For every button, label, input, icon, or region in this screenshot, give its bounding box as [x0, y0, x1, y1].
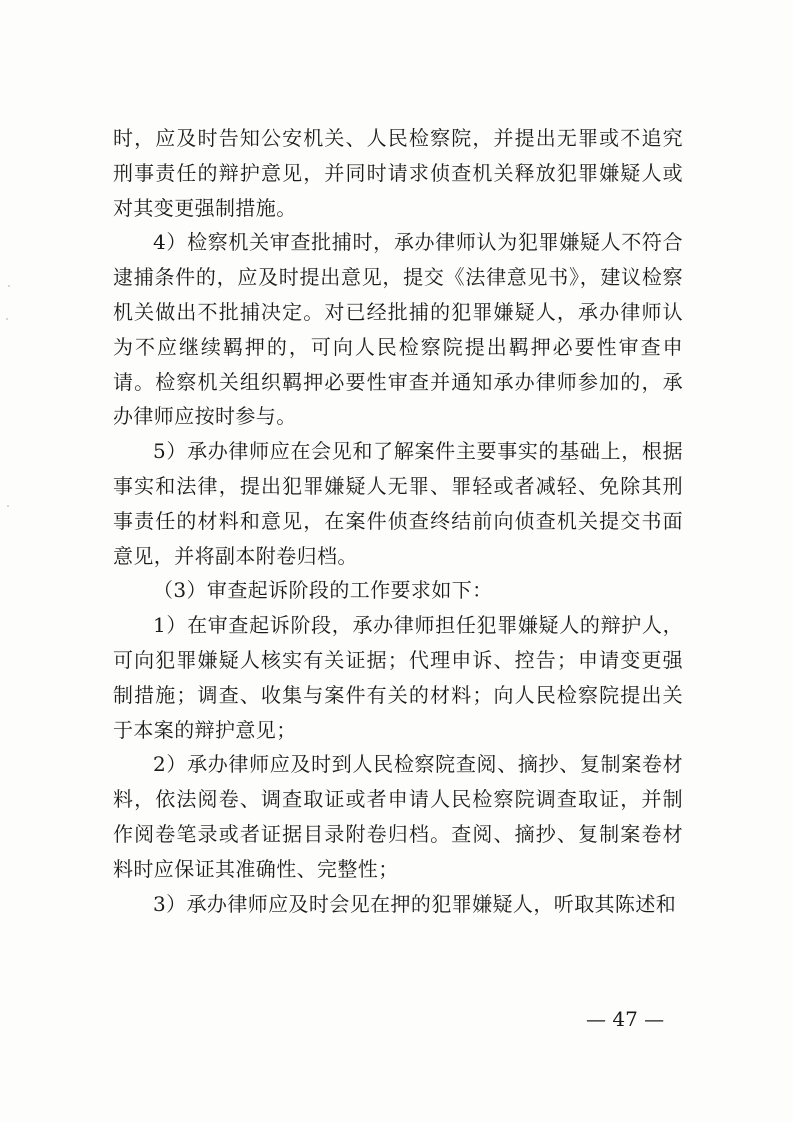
paragraph-item-3: 3）承办律师应及时会见在押的犯罪嫌疑人，听取其陈述和 [153, 891, 677, 916]
paragraph-item-2: 2）承办律师应及时到人民检察院查阅、摘抄、复制案卷材料，依法阅卷、调查取证或者申请人民检察院调查取证，并制作阅卷笔录或者证据目录附卷归档。查阅、摘抄、复制案卷材料时应保证其准确性、完整性； [113, 752, 683, 881]
paragraph-item-4: 4）检察机关审查批捕时，承办律师认为犯罪嫌疑人不符合逮捕条件的，应及时提出意见，提交《法律意见书》，建议检察机关做出不批捕决定。对已经批捕的犯罪嫌疑人，承办律师认为不应继续羁押的，可向人民检察院提出羁押必要性审查申请。检察机关组织羁押必要性审查并通知承办律师参加的，承办律师应按时参与。 [113, 230, 683, 429]
paragraph-item-1: 1）在审查起诉阶段，承办律师担任犯罪嫌疑人的辩护人，可向犯罪嫌疑人核实有关证据；代理申诉、控告；申请变更强制措施；调查、收集与案件有关的材料；向人民检察院提出关于本案的辩护意见； [113, 613, 683, 742]
paragraph-continuation: 时，应及时告知公安机关、人民检察院，并提出无罪或不追究刑事责任的辩护意见，并同时请求侦查机关释放犯罪嫌疑人或对其变更强制措施。 [113, 126, 683, 220]
scan-speck [8, 285, 10, 287]
scan-speck [6, 318, 8, 320]
section-heading-3: （3）审查起诉阶段的工作要求如下： [153, 578, 493, 603]
paragraph-item-5: 5）承办律师应在会见和了解案件主要事实的基础上，根据事实和法律，提出犯罪嫌疑人无罪、罪轻或者减轻、免除其刑事责任的材料和意见，在案件侦查终结前向侦查机关提交书面意见，并将副本附卷归档。 [113, 439, 683, 568]
page-number: — 47 — [586, 1007, 665, 1031]
body-text [113, 121, 683, 921]
scan-speck [7, 505, 9, 507]
